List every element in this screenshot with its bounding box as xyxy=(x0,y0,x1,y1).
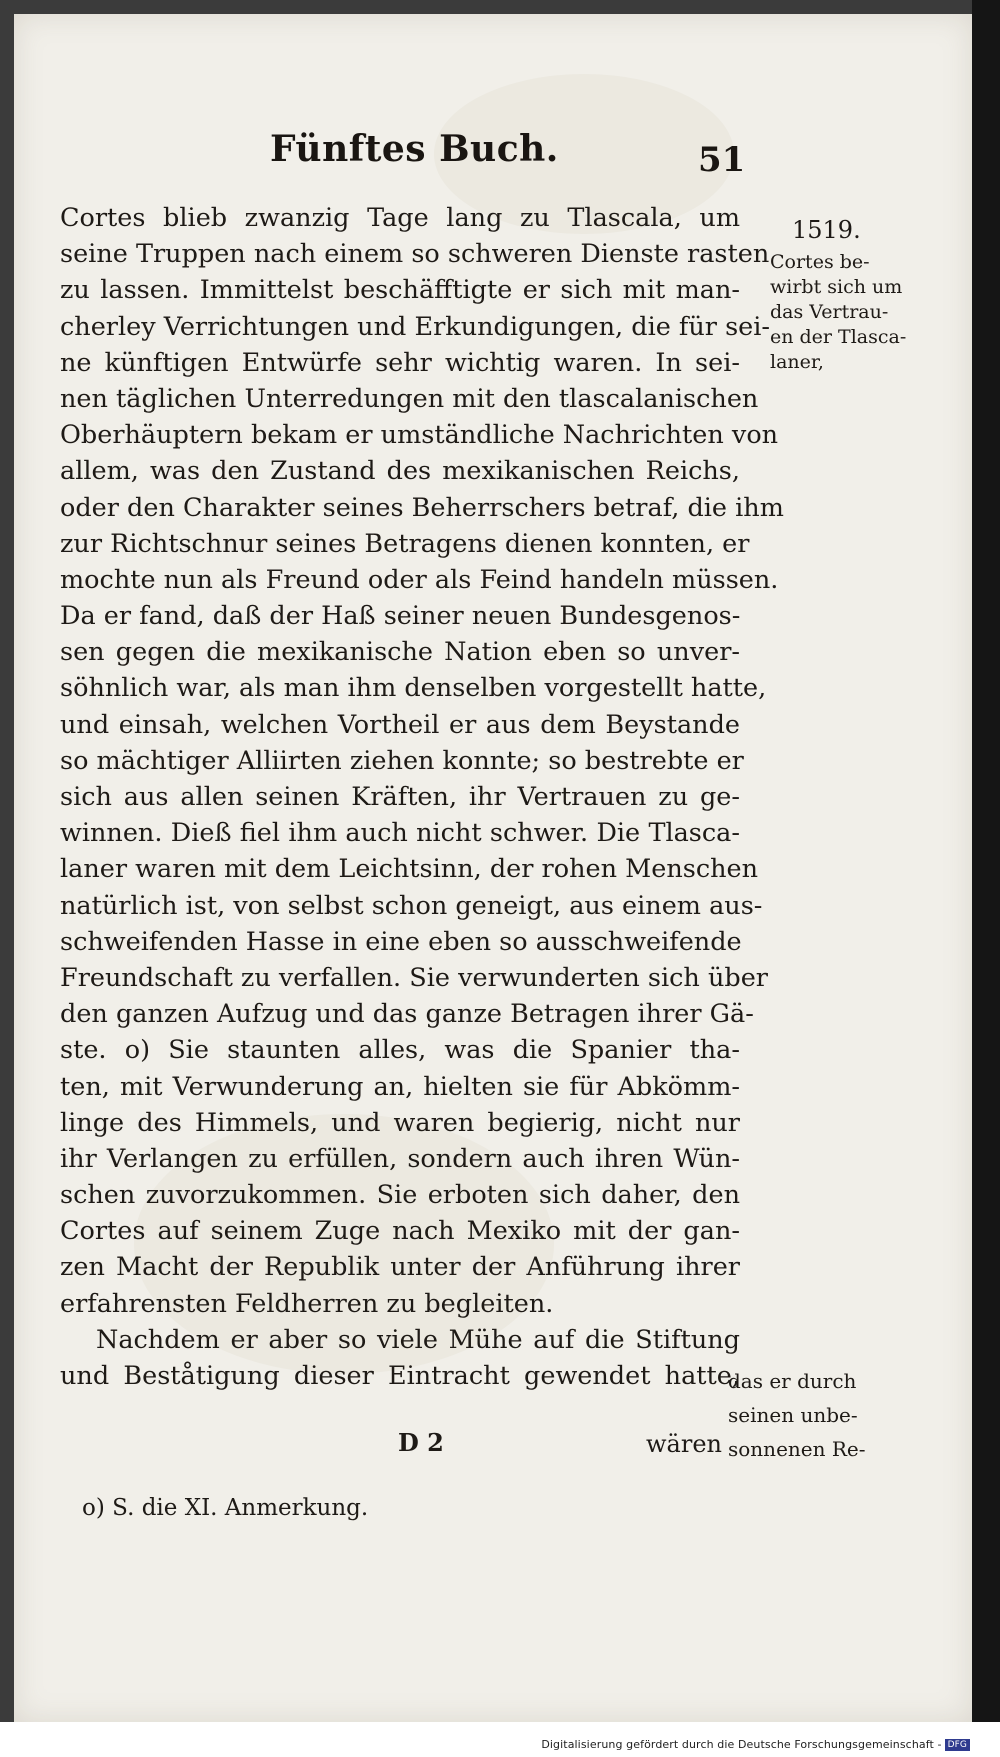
text-line: und einsah, welchen Vortheil er aus dem Beystande xyxy=(60,709,740,740)
text-line: natürlich ist, von selbst schon geneigt, aus einem aus- xyxy=(60,890,763,921)
margin-note-line: das Vertrau- xyxy=(770,301,889,323)
text-line: Nachdem er aber so viele Mühe auf die Stiftung xyxy=(96,1324,740,1355)
footer-credit xyxy=(541,1738,970,1751)
text-line: zen Macht der Republik unter der Anführung ihrer xyxy=(60,1252,740,1283)
text-line: winnen. Dieß fiel ihm auch nicht schwer. Die Tlasca- xyxy=(60,818,740,849)
text-line: ihr Verlangen zu erfüllen, sondern auch ihren Wün- xyxy=(60,1143,740,1174)
text-line: schen zuvorzukommen. Sie erboten sich daher, den xyxy=(60,1180,740,1211)
text-line: ne künftigen Entwürfe sehr wichtig waren. In sei- xyxy=(60,347,740,378)
text-line: schweifenden Hasse in eine eben so ausschweifende xyxy=(60,926,742,957)
text-line: nen täglichen Unterredungen mit den tlascalanischen xyxy=(60,383,759,414)
text-line: sen gegen die mexikanische Nation eben so unver- xyxy=(60,637,740,668)
text-line: laner waren mit dem Leichtsinn, der rohen Menschen xyxy=(60,854,759,885)
margin-note-line: laner, xyxy=(770,351,824,373)
dfg-logo: DFG xyxy=(945,1739,970,1751)
text-line: und Beståtigung dieser Eintracht gewendet hatte, xyxy=(60,1361,740,1391)
text-line: zur Richtschnur seines Betragens dienen konnten, er xyxy=(60,528,750,559)
text-line: Cortes auf seinem Zuge nach Mexiko mit der gan- xyxy=(60,1216,740,1247)
text-line: ten, mit Verwunderung an, hielten sie für Abkömm- xyxy=(60,1071,740,1102)
margin-note-continued xyxy=(728,1364,898,1466)
text-line: allem, was den Zustand des mexikanischen Reichs, xyxy=(60,456,740,487)
catchword: wären xyxy=(646,1430,722,1458)
text-line: so mächtiger Alliirten ziehen konnte; so bestrebte er xyxy=(60,745,744,776)
book-edge xyxy=(972,0,1000,1757)
margin-note-line: Cortes be- xyxy=(770,251,870,273)
text-line: ste. o) Sie staunten alles, was die Spanier tha- xyxy=(60,1035,740,1066)
text-line: cherley Verrichtungen und Erkundigungen, die für sei- xyxy=(60,311,771,342)
signature-mark: D 2 xyxy=(398,1428,444,1457)
margin-note-line: en der Tlasca- xyxy=(770,326,907,348)
margin-year: 1519. xyxy=(792,216,861,244)
text-line: zu lassen. Immittelst beschäfftigte er sich mit man- xyxy=(60,275,740,306)
margin-note-line: wirbt sich um xyxy=(770,276,903,298)
text-line: mochte nun als Freund oder als Feind handeln müssen. xyxy=(60,564,779,595)
margin-note-line: das er durch xyxy=(728,1369,857,1393)
text-line: erfahrensten Feldherren zu begleiten. xyxy=(60,1288,554,1319)
text-line: söhnlich war, als man ihm denselben vorgestellt hatte, xyxy=(60,673,767,704)
text-line: Da er fand, daß der Haß seiner neuen Bundesgenos- xyxy=(60,601,741,632)
text-line: den ganzen Aufzug und das ganze Betragen ihrer Gä- xyxy=(60,999,754,1030)
text-line: sich aus allen seinen Kräften, ihr Vertrauen zu ge- xyxy=(60,782,740,812)
text-line: linge des Himmels, und waren begierig, nicht nur xyxy=(60,1107,740,1138)
text-line: Oberhäuptern bekam er umständliche Nachrichten von xyxy=(60,420,779,451)
page-number: 51 xyxy=(698,140,746,180)
margin-note-line: seinen unbe- xyxy=(728,1403,858,1427)
footnote: o) S. die XI. Anmerkung. xyxy=(82,1495,369,1521)
body-text xyxy=(60,200,784,1394)
text-line: Cortes blieb zwanzig Tage lang zu Tlascala, um xyxy=(60,203,740,233)
footer-credit-text: Digitalisierung gefördert durch die Deutsche Forschungsgemeinschaft - xyxy=(541,1738,942,1751)
running-head: Fünftes Buch. xyxy=(270,128,559,170)
text-line: Freundschaft zu verfallen. Sie verwunderten sich über xyxy=(60,962,768,993)
text-line: seine Truppen nach einem so schweren Dienste rasten xyxy=(60,239,770,270)
margin-note xyxy=(770,250,907,375)
text-line: oder den Charakter seines Beherrschers betraf, die ihm xyxy=(60,492,784,523)
margin-note-line: sonnenen Re- xyxy=(728,1437,866,1461)
